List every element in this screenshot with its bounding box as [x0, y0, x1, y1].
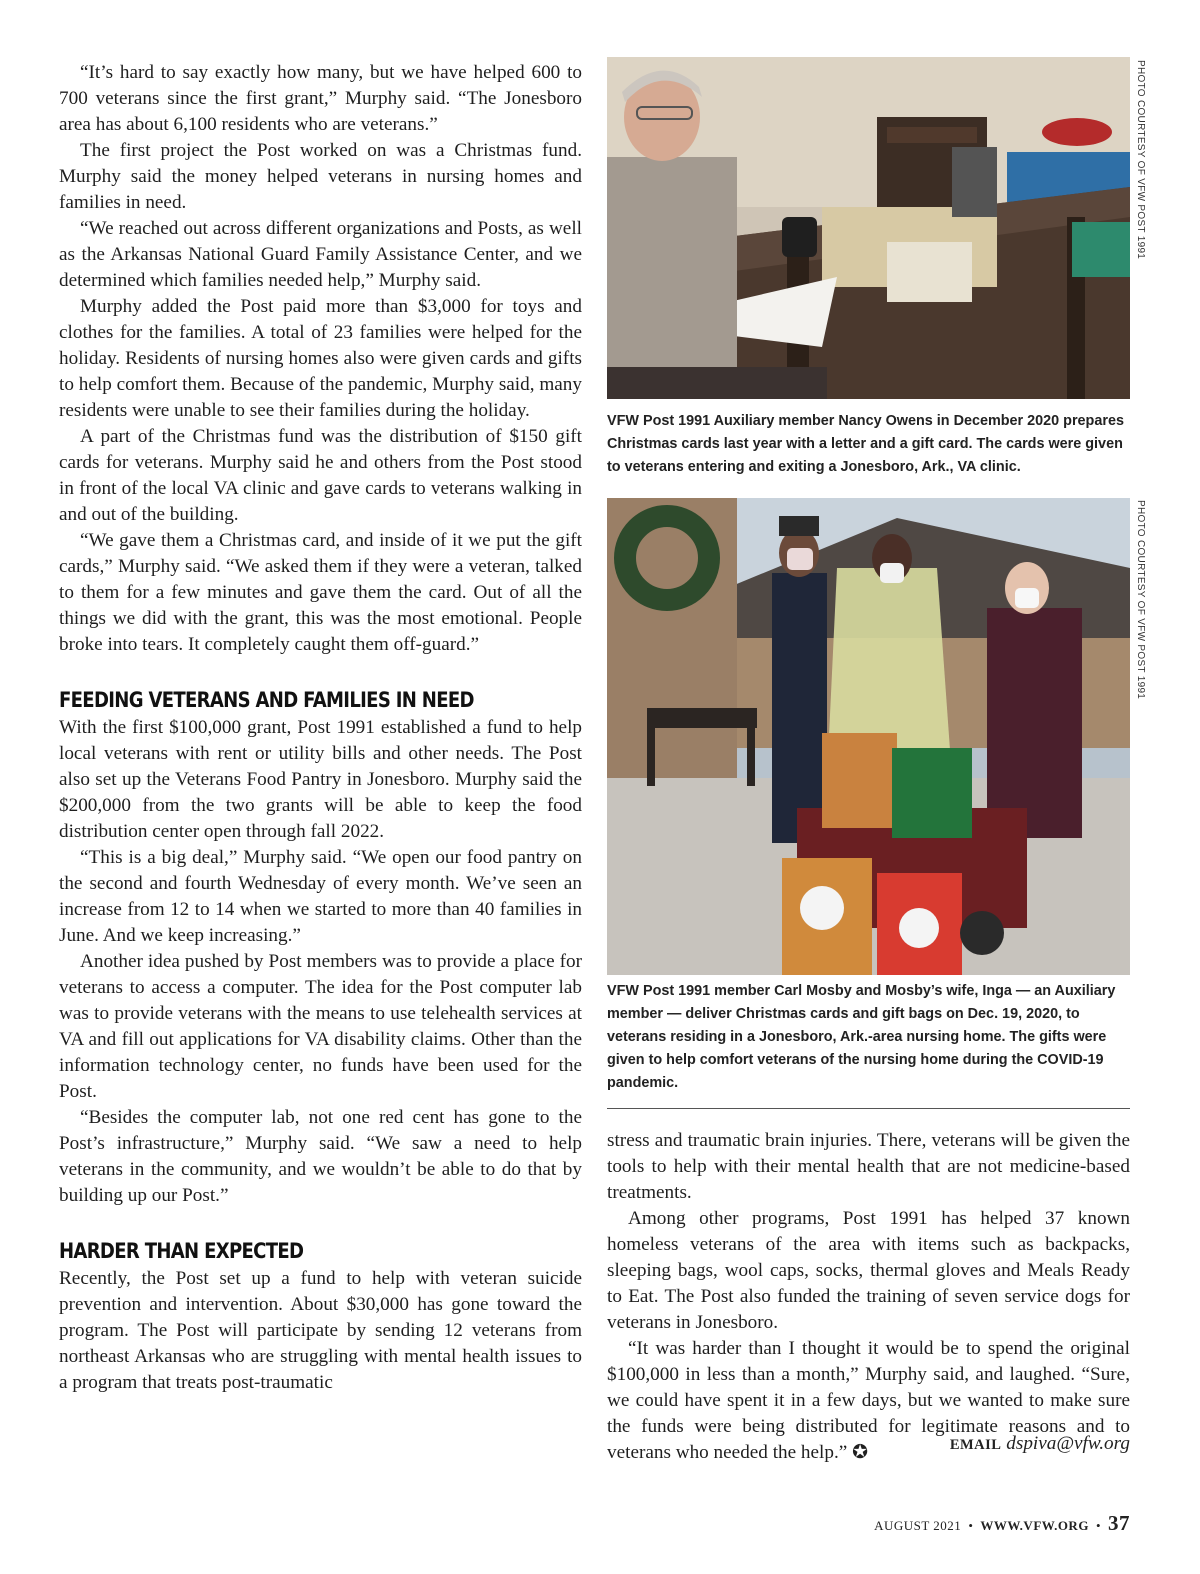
paragraph: “We reached out across different organizations and Posts, as well as the Arkansas National Guard Family Assistance Center, and we determined which families needed help,” Murphy said.	[59, 218, 582, 291]
section-heading: FEEDING VETERANS AND FAMILIES IN NEED	[59, 688, 474, 712]
paragraph: With the first $100,000 grant, Post 1991 established a fund to help local veterans with rent or utility bills and other needs. The Post also set up the Veterans Food Pantry in Jonesboro. Murphy said the $200,000 from the two grants will be able to keep the food distribution center open through fall 2022.	[59, 717, 582, 842]
page-footer	[874, 1511, 1130, 1536]
paragraph: “Besides the computer lab, not one red cent has gone to the Post’s infrastructure,” Murphy said. “We saw a need to help veterans in the community, and we wouldn’t be able to do that by building up our Post.”	[59, 1107, 582, 1206]
paragraph: The first project the Post worked on was a Christmas fund. Murphy said the money helped veterans in nursing homes and families in need.	[59, 140, 582, 213]
photo-credit: PHOTO COURTESY OF VFW POST 1991	[1135, 500, 1146, 700]
paragraph: Among other programs, Post 1991 has helped 37 known homeless veterans of the area with items such as backpacks, sleeping bags, wool caps, socks, thermal gloves and Meals Ready to Eat. The Post also funded the training of seven service dogs for veterans in Jonesboro.	[607, 1208, 1130, 1333]
section-heading: HARDER THAN EXPECTED	[59, 1239, 304, 1263]
footer-bullet: •	[1095, 1518, 1101, 1533]
page-number: 37	[1108, 1511, 1130, 1535]
paragraph: “It’s hard to say exactly how many, but we have helped 600 to 700 veterans since the first grant,” Murphy said. “The Jonesboro area has about 6,100 residents who are veterans.”	[59, 62, 582, 135]
photo-illustration	[607, 498, 1130, 975]
photo-credit: PHOTO COURTESY OF VFW POST 1991	[1135, 60, 1146, 260]
paragraph-text: “It was harder than I thought it would be to spend the original $100,000 in less than a month,” Murphy said, and laughed. “Sure, we could have spent it in a few days, but we wanted to make sure the funds were being distributed for legitimate reasons and to veterans who needed the help.”	[607, 1338, 1130, 1463]
photo-caption: VFW Post 1991 Auxiliary member Nancy Owens in December 2020 prepares Christmas cards last year with a letter and a gift card. The cards were given to veterans entering and exiting a Jonesboro, Ark., VA clinic.	[607, 413, 1124, 475]
paragraph: “This is a big deal,” Murphy said. “We open our food pantry on the second and fourth Wednesday of every month. We’ve seen an increase from 12 to 14 when we started to more than 40 families in June. And we keep increasing.”	[59, 847, 582, 946]
email-label: EMAIL	[949, 1437, 1002, 1453]
left-column	[59, 60, 582, 1396]
divider	[607, 1108, 1130, 1109]
paragraph: “We gave them a Christmas card, and inside of it we put the gift cards,” Murphy said. “We asked them if they were a veteran, talked to them for a few minutes and gave them the card. Out of all the things we did with the grant, this was the most emotional. People broke into tears. It completely caught them off-guard.”	[59, 530, 582, 655]
paragraph: Recently, the Post set up a fund to help with veteran suicide prevention and intervention. About $30,000 has gone toward the program. The Post will participate by sending 12 veterans from northeast Arkansas who are struggling with mental health issues to a program that treats post-traumatic	[59, 1268, 582, 1393]
author-email	[950, 1433, 1130, 1455]
photo-caption: VFW Post 1991 member Carl Mosby and Mosby’s wife, Inga — an Auxiliary member — deliver Christmas cards and gift bags on Dec. 19, 2020, to veterans residing in a Jonesboro, Ark.-area nursing home. The gifts were given to help comfort veterans of the nursing home during the COVID-19 pandemic.	[607, 983, 1116, 1091]
paragraph: stress and traumatic brain injuries. There, veterans will be given the tools to help with their mental health that are not medicine-based treatments.	[607, 1130, 1130, 1203]
paragraph: A part of the Christmas fund was the distribution of $150 gift cards for veterans. Murphy said he and others from the Post stood in front of the local VA clinic and gave cards to veterans walking in and out of the building.	[59, 426, 582, 525]
email-address: dspiva@vfw.org	[1006, 1433, 1130, 1454]
photo-illustration	[607, 57, 1130, 399]
issue-date: AUGUST 2021	[874, 1518, 962, 1533]
end-mark-icon: ✪	[852, 1442, 869, 1463]
footer-bullet: •	[968, 1518, 974, 1533]
paragraph: Another idea pushed by Post members was to provide a place for veterans to access a computer. The idea for the Post computer lab was to provide veterans with the means to use telehealth services at VA and fill out applications for VA disability claims. Other than the information technology center, no funds have been used for the Post.	[59, 951, 582, 1102]
paragraph: Murphy added the Post paid more than $3,000 for toys and clothes for the families. A total of 23 families were helped for the holiday. Residents of nursing homes also were given cards and gifts to help comfort them. Because of the pandemic, Murphy said, many residents were unable to see their families during the holiday.	[59, 296, 582, 421]
photo-delivery	[607, 498, 1130, 975]
website-link[interactable]: WWW.VFW.ORG	[980, 1518, 1089, 1533]
right-column	[607, 1128, 1130, 1466]
photo-card-preparation	[607, 57, 1130, 399]
